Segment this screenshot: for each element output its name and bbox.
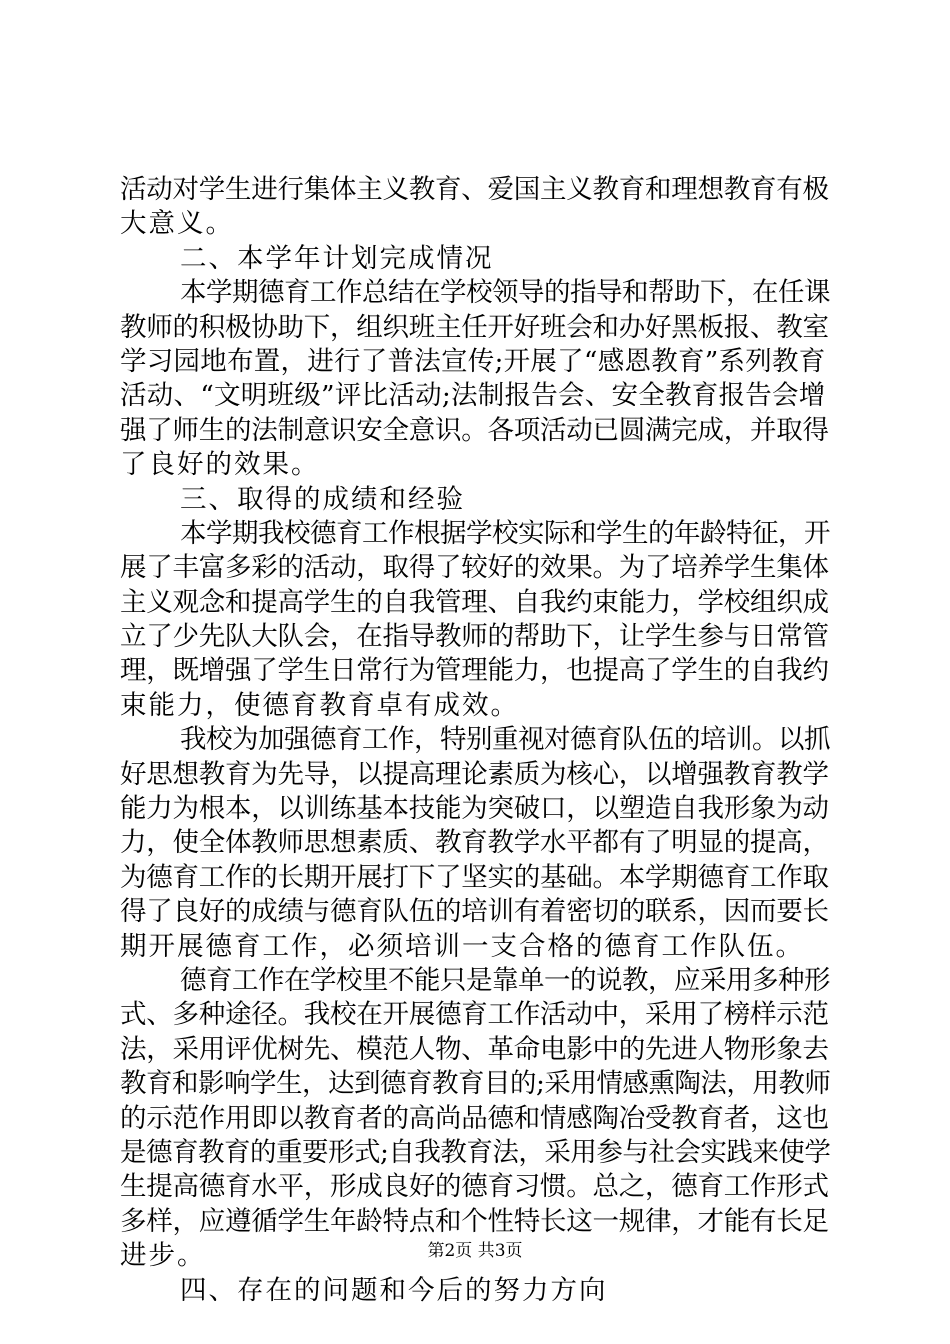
text-line: 本学期德育工作总结在学校领导的指导和帮助下，在任课 xyxy=(180,277,830,309)
text-line: 得了良好的成绩与德育队伍的培训有着密切的联系，因而要长 xyxy=(120,896,829,928)
text-line: 主义观念和提高学生的自我管理、自我约束能力，学校组织成 xyxy=(120,586,829,618)
text-line: 教育和影响学生，达到德育教育目的;采用情感熏陶法，用教师 xyxy=(120,1068,831,1100)
text-line: 活动对学生进行集体主义教育、爱国主义教育和理想教育有极 xyxy=(120,174,829,205)
text-line: 德育工作在学校里不能只是靠单一的说教，应采用多种形 xyxy=(180,964,830,996)
text-line: 立了少先队大队会，在指导教师的帮助下，让学生参与日常管 xyxy=(120,621,829,653)
text-line: 强了师生的法制意识安全意识。各项活动已圆满完成，并取得 xyxy=(120,414,829,446)
text-line: 式、多种途径。我校在开展德育工作活动中，采用了榜样示范 xyxy=(120,999,829,1031)
text-line: 了良好的效果。 xyxy=(120,449,320,481)
text-line: 力，使全体教师思想素质、教育教学水平都有了明显的提高， xyxy=(120,827,829,859)
page-footer: 第2页 共3页 xyxy=(427,1241,523,1261)
text-line: 法，采用评优树先、模范人物、革命电影中的先进人物形象去 xyxy=(120,1033,829,1065)
text-line: 的示范作用即以教育者的高尚品德和情感陶冶受教育者，这也 xyxy=(120,1102,829,1134)
text-line: 我校为加强德育工作，特别重视对德育队伍的培训。以抓 xyxy=(180,724,830,756)
text-line: 束能力，使德育教育卓有成效。 xyxy=(120,689,519,721)
text-line: 二、本学年计划完成情况 xyxy=(180,242,494,274)
text-line: 为德育工作的长期开展打下了坚实的基础。本学期德育工作取 xyxy=(120,861,829,893)
text-line: 三、取得的成绩和经验 xyxy=(180,483,465,515)
text-line: 期开展德育工作，必须培训一支合格的德育工作队伍。 xyxy=(120,930,804,962)
text-line: 活动、“文明班级”评比活动;法制报告会、安全教育报告会增 xyxy=(120,380,826,412)
text-line: 教师的积极协助下，组织班主任开好班会和办好黑板报、教室 xyxy=(120,311,829,343)
text-line: 能力为根本，以训练基本技能为突破口，以塑造自我形象为动 xyxy=(120,793,829,825)
text-line: 大意义。 xyxy=(120,208,234,240)
text-line: 本学期我校德育工作根据学校实际和学生的年龄特征，开 xyxy=(180,517,830,549)
text-line: 理，既增强了学生日常行为管理能力，也提高了学生的自我约 xyxy=(120,655,829,687)
text-line: 多样，应遵循学生年龄特点和个性特长这一规律，才能有长足 xyxy=(120,1205,829,1237)
text-line: 展了丰富多彩的活动，取得了较好的效果。为了培养学生集体 xyxy=(120,552,829,584)
text-line: 进步。 xyxy=(120,1240,206,1272)
text-line: 四、存在的问题和今后的努力方向 xyxy=(180,1274,608,1306)
text-line: 学习园地布置，进行了普法宣传;开展了“感恩教育”系列教育 xyxy=(120,345,826,377)
text-line: 生提高德育水平，形成良好的德育习惯。总之，德育工作形式 xyxy=(120,1171,829,1203)
document-body xyxy=(120,173,832,1308)
text-line: 好思想教育为先导，以提高理论素质为核心，以增强教育教学 xyxy=(120,758,829,790)
text-line: 是德育教育的重要形式;自我教育法，采用参与社会实践来使学 xyxy=(120,1136,831,1168)
